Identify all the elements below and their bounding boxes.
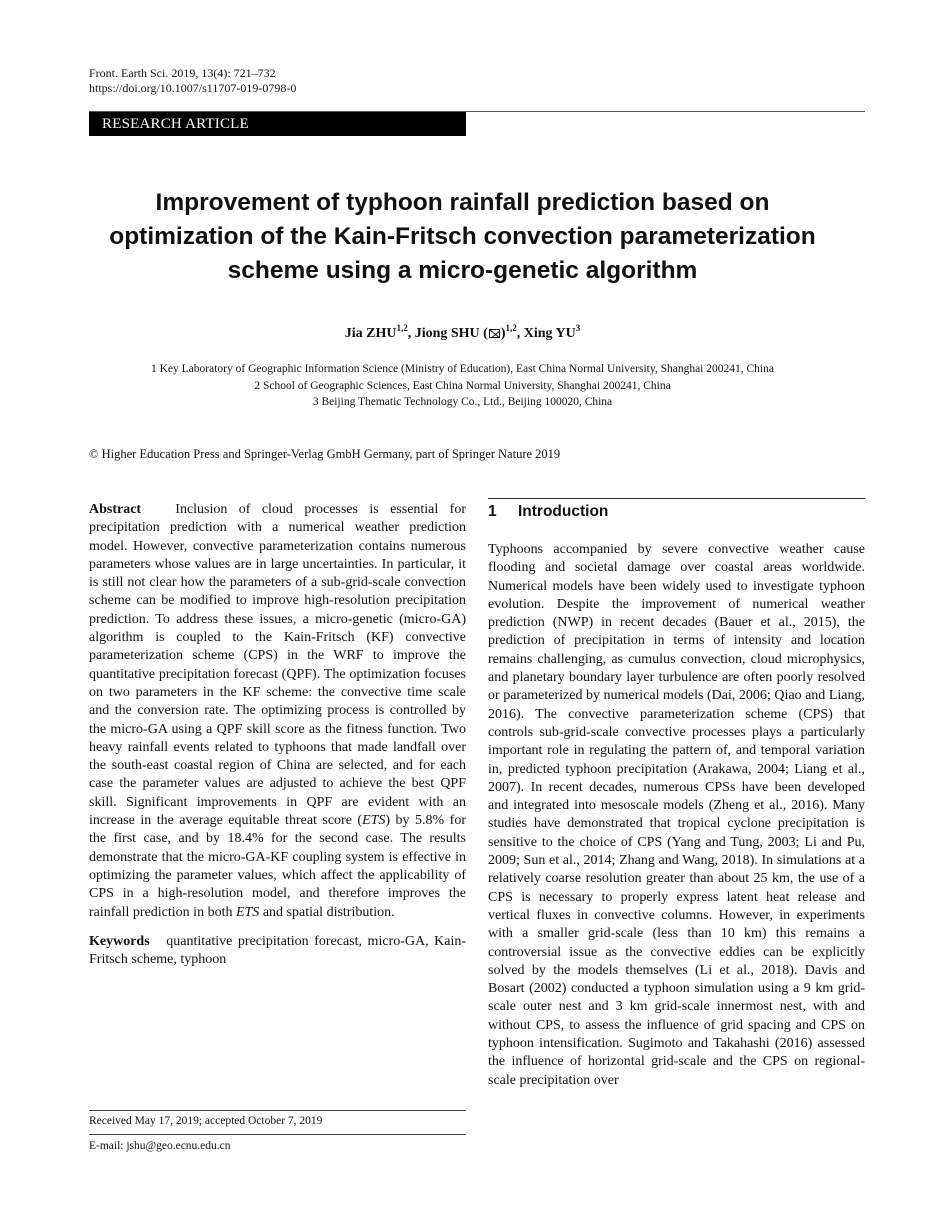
abstract-text: Inclusion of cloud processes is essential for precipitation prediction with a numerical weather prediction model. However, convective parameterization contains numerous parameters whose values are in large uncertainties. In particular, it is still not clear how the parameters of a sub-grid-scale convection scheme can be modified to improve high-resolution precipitation prediction. To address these issues, a micro-genetic (micro-GA) algorithm is coupled to the Kain-Fritsch (KF) convective parameterization scheme (CPS) in the WRF to improve the quantitative precipitation forecast (QPF). The optimization focuses on two parameters in the KF scheme: the convective time scale and the conversion rate. The optimizing process is controlled by the micro-GA using a QPF skill score as the fitness function. Two heavy rainfall events related to typhoons that made landfall over the south-east coastal region of China are selected, and for each case the parameter values are adjusted to achieve the best QPF skill. Significant improvements in QPF are evident with an increase in the average equitable threat score ( [89,502,467,829]
affiliation-line: 3 Beijing Thematic Technology Co., Ltd., Beijing 100020, China [312,396,613,408]
section-heading [488,502,608,522]
keywords-label: Keywords [89,933,150,949]
affiliation-line: 1 Key Laboratory of Geographic Information Science (Ministry of Education), East China Normal University, Shanghai 200241, China [151,363,774,375]
journal-citation: Front. Earth Sci. 2019, 13(4): 721–732 [89,66,276,80]
author-list: Jia ZHU$^{1,2}$, Jiong SHU ( )$^{1,2}$, Xing $YU^3$ [344,323,581,341]
article-type-banner: RESEARCH ARTICLE [89,112,466,136]
footnote-rule [89,1134,466,1135]
section-rule [488,498,865,499]
copyright-notice: © Higher Education Press and Springer-Verlag GmbH Germany, part of Springer Nature 2019 [89,447,561,461]
left-column [89,501,466,969]
keywords [89,933,466,970]
abstract [89,501,466,922]
title-line: optimization of the Kain-Fritsch convection parameterization [109,223,816,250]
keywords-text: quantitative precipitation forecast, micro-GA, Kain-Fritsch scheme, typhoon [89,933,467,968]
author-affil-sup: 1,2 [396,323,408,333]
abstract-text: ) by 5.8% for the first case, and by 18.4% for the second case. The results demonstrate that the micro-GA-KF coupling system is effective in optimizing the parameter values, which affect the applicability of CPS in a high-resolution model, and therefore improves the rainfall prediction in both [89,813,466,920]
envelope-icon[interactable] [489,329,500,338]
ets-term: ETS [235,904,260,920]
footnote-rule [89,1110,466,1111]
received-date: Received May 17, 2019; accepted October 7, 2019 [89,1115,323,1127]
affiliations [60,361,865,411]
title-line: scheme using a micro-genetic algorithm [227,257,698,284]
article-title [60,186,865,288]
affiliation-line: 2 School of Geographic Sciences, East China Normal University, Shanghai 200241, China [254,379,671,392]
journal-doi[interactable]: https://doi.org/10.1007/s11707-019-0798-0 [89,81,297,95]
ets-term: ETS [362,813,386,829]
section-number: 1 [488,503,497,520]
author-name: Xing YU [523,326,576,341]
abstract-label: Abstract [89,502,142,517]
author-name: Jiong SHU [414,326,480,341]
author-name: Jia ZHU [344,326,397,341]
author-affil-sup: 1,2 [505,323,517,333]
corresponding-email[interactable]: E-mail: jshu@geo.ecnu.edu.cn [89,1140,231,1152]
right-column [488,541,865,1090]
author-affil-sup: 3 [575,323,581,333]
title-line: Improvement of typhoon rainfall prediction based on [155,189,770,216]
journal-info [89,66,296,96]
abstract-text: and spatial distribution. [259,904,395,920]
introduction-text: Typhoons accompanied by severe convective weather cause flooding and societal damage over coastal areas worldwide. Numerical models have been widely used to investigate typhoon evolution. Despite the improvement of numerical weather prediction (NWP) in recent decades (Bauer et al., 2015), the prediction of precipitation in terms of intensity and location remains challenging, as cumulus convection, cloud microphysics, and planetary boundary layer turbulence are often poorly resolved or parameterized by numerical models (Dai, 2006; Qiao and Liang, 2016). The convective parameterization scheme (CPS) that controls sub-grid-scale convective processes plays a particularly important role in regulating the pattern of, and temporal variation in, predicted typhoon precipitation (Arakawa, 2004; Liang et al., 2007). In recent decades, numerous CPSs have been developed and integrated into mesoscale models (Zheng et al., 2016). Many studies have demonstrated that tropical cyclone precipitation is sensitive to the choice of CPS (Yang and Tung, 2003; Li and Pu, 2009; Sun et al., 2014; Zhang and Wang, 2018). In simulations at a relatively coarse resolution greater than about 25 km, the use of a CPS is necessary to properly express latent heat release and vertical fluxes in convective columns. However, in experiments with a smaller grid-scale (less than 10 km) this remains a controversial issue as the convective eddies can be explicitly solved by the models themselves (Li et al., 2018). Davis and Bosart (2002) conducted a typhoon simulation using a 9 km grid-scale outer nest and 3 km grid-scale innermost nest, with and without CPS, to assess the influence of grid spacing and CPS on typhoon intensification. Sugimoto and Takahashi (2016) assessed the influence of horizontal grid-scale and the CPS on regional-scale precipitation over [488,542,865,1088]
section-title: Introduction [518,503,609,520]
